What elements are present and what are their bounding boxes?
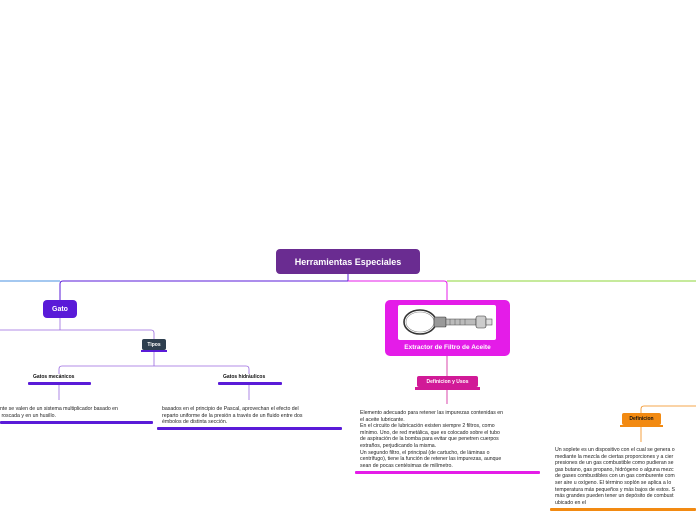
connector-root-extractor [348,281,447,300]
tipos-node[interactable] [142,339,166,350]
hidraulicos-node[interactable] [223,374,265,380]
gato-label: Gato [52,305,68,313]
connector-definicion [641,406,696,413]
hidraulicos-text: basados en el principio de Pascal, aprovechan el efecto del reparto uniforme de la presión a través de un fluido entre dos émbolos de distinta sección. [162,406,303,426]
definicion-label: Definicion [629,416,654,422]
definicion-usos-underline [415,387,480,390]
gato-node[interactable] [43,300,77,318]
definicion-usos-text: Elemento adecuado para retener las impurezas contenidas en el aceite lubricante. En el circuito de lubricación existen siempre 2 filtros, como mínimo. Uno, de red metálica, que es colocado sobre el tubo de aspiración de la bomba para evitar que penetren cuerpos extraños, perjudicando la misma. Un segundo filtro, el principal (de cartucho, de láminas o centrífugo), tiene la función de retener las impurezas, aunque sean de pocas centésimas de milímetro. [360,410,504,469]
connector-root-gato [60,274,348,300]
extractor-label: Extractor de Filtro de Aceite [404,344,491,351]
mecanicos-underline [28,382,91,385]
tipos-underline [141,350,167,352]
connector-tipos-children [59,352,249,374]
mecanicos-label: Gatos mecánicos [33,374,75,380]
definicion-usos-label: Definicion y Usos [426,378,469,385]
mecanicos-node[interactable] [33,374,74,380]
definicion-text-underline [550,508,696,511]
tipos-label: Tipos [147,341,161,348]
mecanicos-text-underline [0,421,153,424]
hidraulicos-underline [218,382,282,385]
root-label: Herramientas Especiales [294,256,402,267]
hidraulicos-text-underline [157,427,342,430]
definicion-underline [620,425,663,427]
oil-filter-wrench-icon [398,305,496,340]
definicion-text: Un soplete es un dispositivo con el cual se genera o mediante la mezcla de ciertas proporciones y a cier presiones de un gas combustible como pudieran se gas butano, gas propano, hidrógeno o alguna mezc de gases combustibles con un gas comburente com ser aire u oxígeno. El término soplón se aplica a lo temperatura más pequeños y más bajos de estos. S más grandes pueden tener un depósito de combust ubicado en el [555,447,675,506]
hidraulicos-label: Gatos hidráulicos [223,374,266,380]
root-node[interactable] [276,249,420,274]
definicion-usos-text-underline [355,471,540,474]
mecanicos-text: nte se valen de un sistema multiplicador basado en roscada y en un husillo. [0,406,118,419]
definicion-node[interactable] [622,413,661,425]
connector-gato-tipos [0,318,154,339]
definicion-usos-node[interactable] [417,376,478,387]
